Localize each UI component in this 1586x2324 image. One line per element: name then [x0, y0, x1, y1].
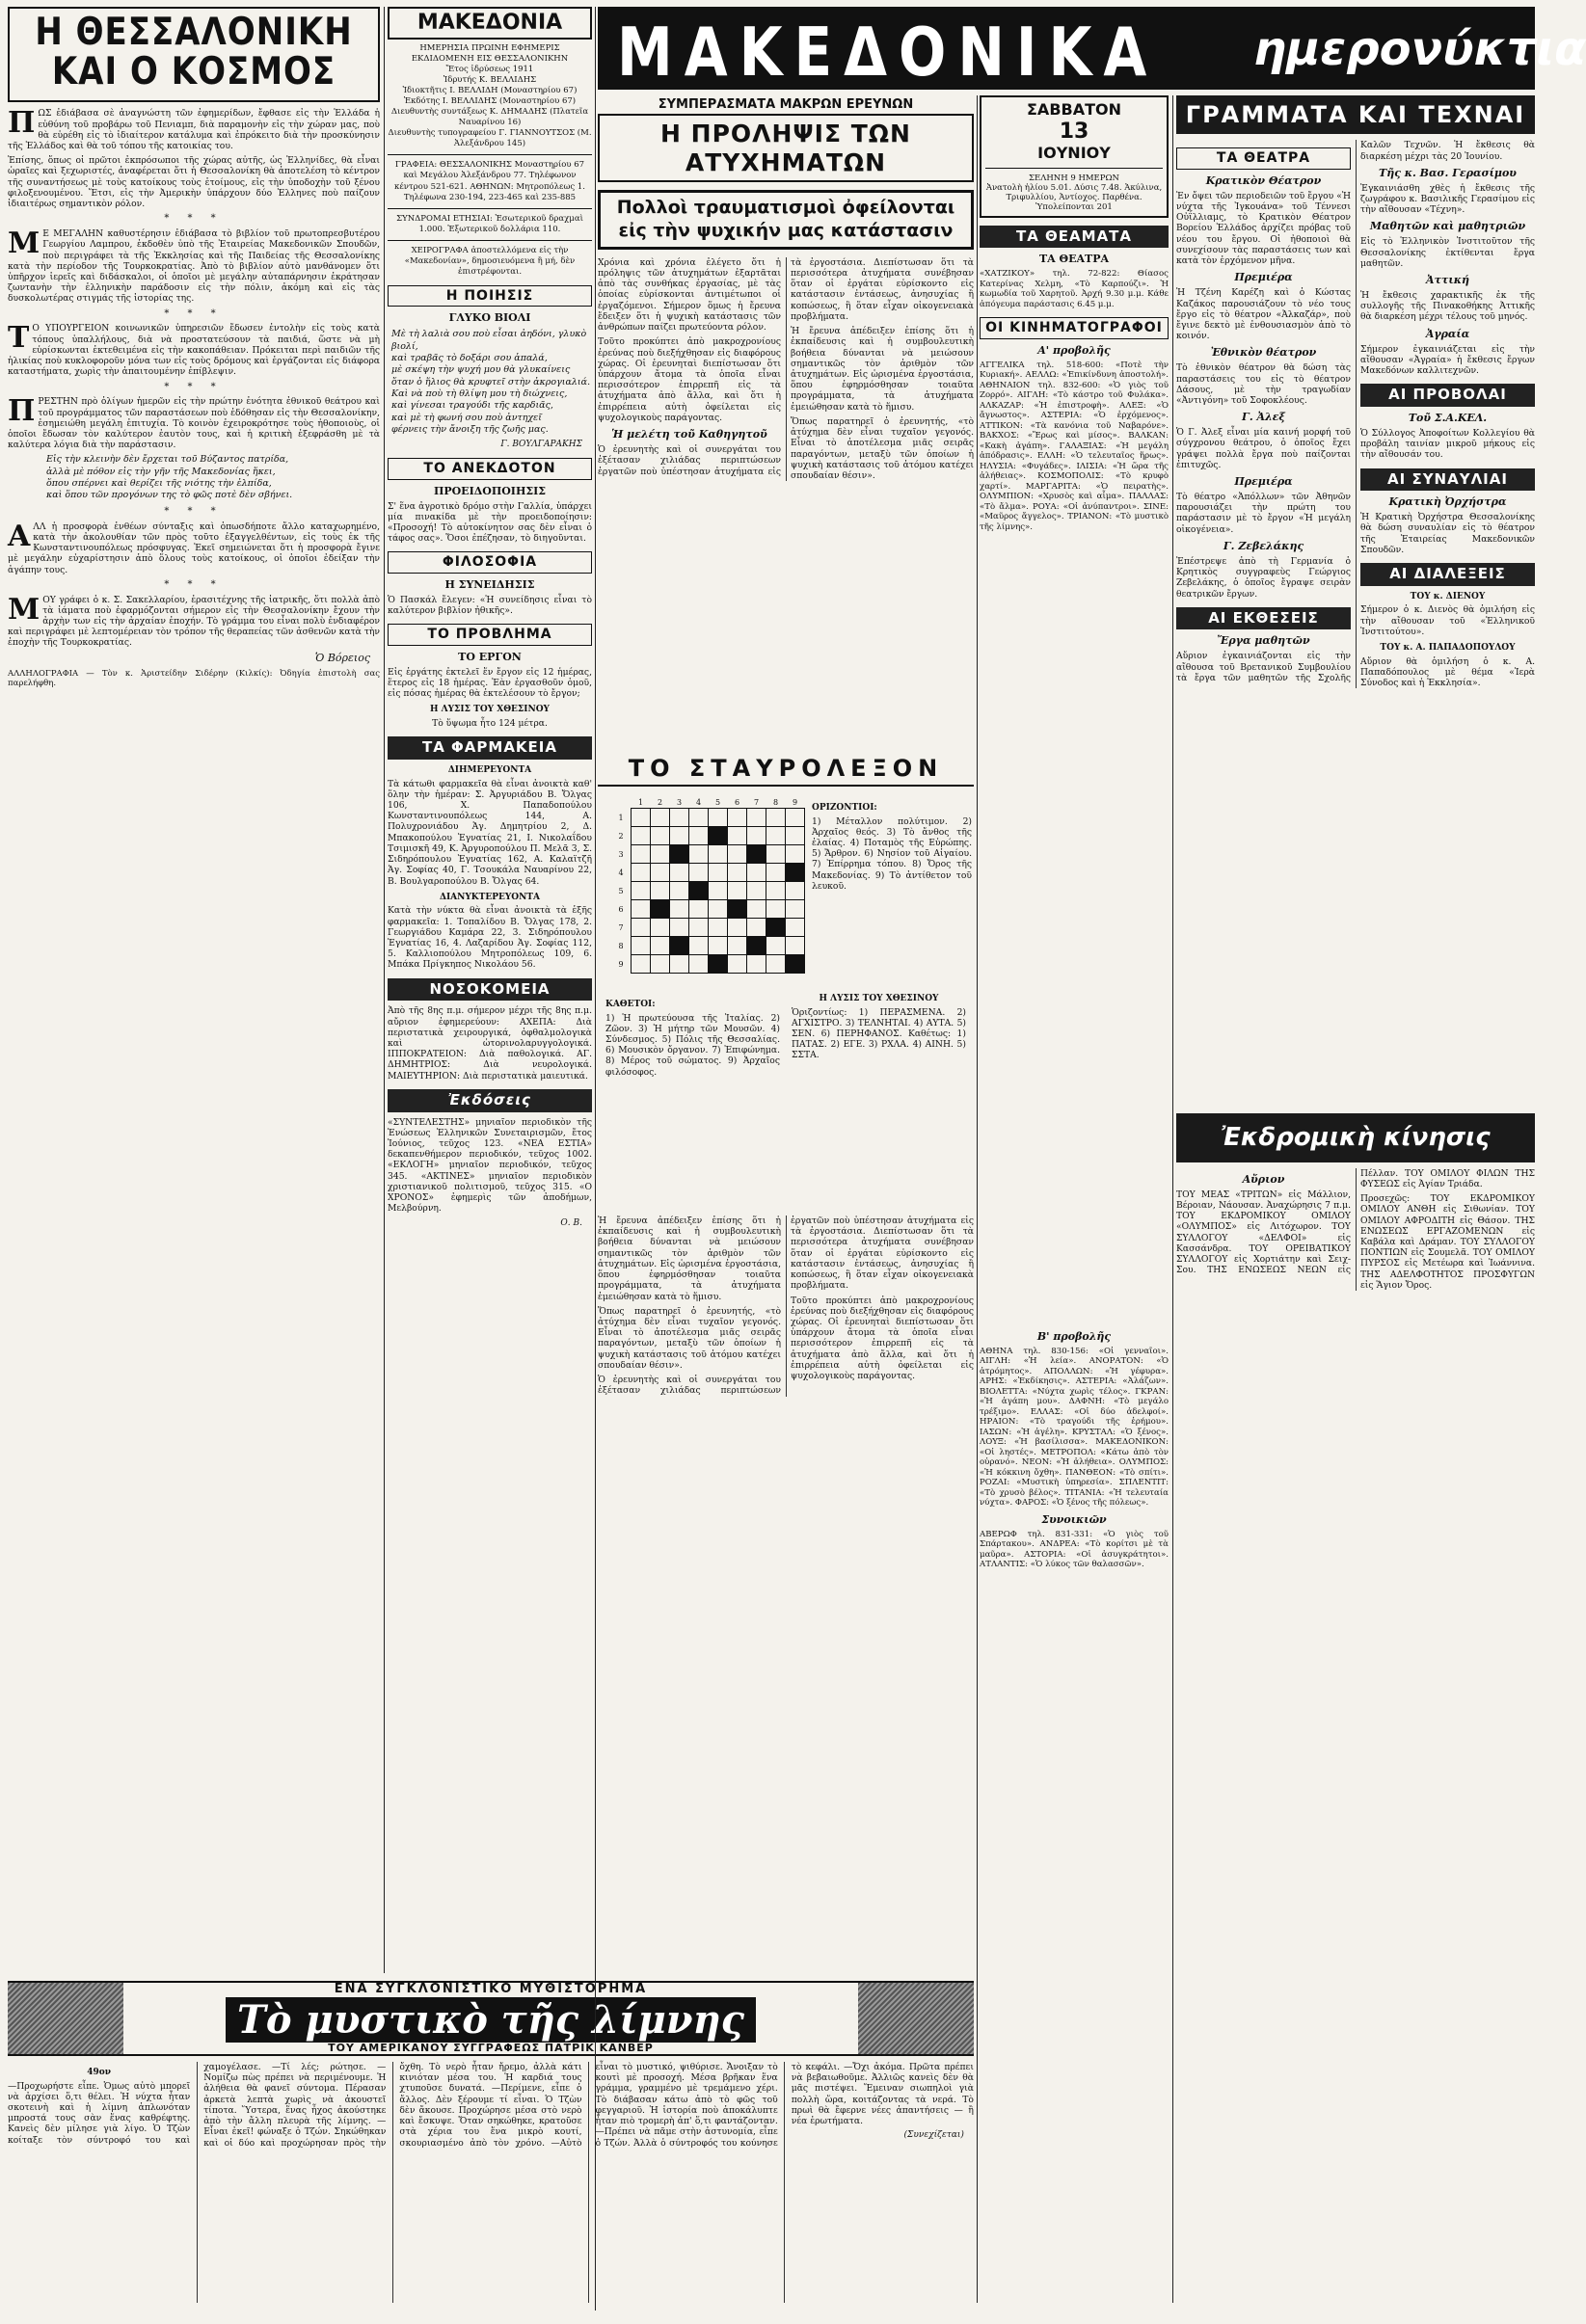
grid-cell	[766, 882, 786, 900]
grid-cell	[689, 864, 709, 882]
hospitals-text: Ἀπὸ τῆς 8ης π.μ. σήμερον μέχρι τῆς 8ης π.μ. αὔριον ἐφημερεύουν: ΑΧΕΠΑ: Διὰ περιστατικὰ χειρουργικά, ὀφθαλμολογικὰ καὶ ὠτορινολαρυγγολογικά. ΙΠΠΟΚΡΑΤΕΙΟΝ: Διὰ παθολογικά. ΑΓ. ΔΗΜΗΤΡΙΟΣ: Διὰ νευρολογικά. ΜΑΙΕΥΤΗΡΙΟΝ: Διὰ περιστατικὰ μαιευτικά.	[388, 1005, 592, 1082]
anecdote-title: ΠΡΟΕΙΔΟΠΟΙΗΣΙΣ	[433, 484, 547, 497]
grid-cell	[709, 809, 728, 827]
masthead	[598, 7, 1586, 92]
grid-cell	[728, 809, 747, 827]
grid-cell	[632, 955, 651, 974]
grid-cell	[689, 937, 709, 955]
crossword-vertical-text: 1) Ἡ πρωτεύουσα τῆς Ἰταλίας. 2) Ζῶον. 3) Ἡ μήτηρ τῶν Μουσῶν. 4) Σύνδεσμος. 5) Πόλις τῆς Θεσσαλίας. 6) Μουσικὸν ὄργανον. 7) Ἐπιφώνημα. 8) Μέρος τοῦ σώματος. 9) Ἀρχαῖος φιλόσοφος.	[605, 1012, 780, 1078]
novel-illustration-left	[8, 1983, 123, 2054]
crossword	[598, 755, 974, 1208]
novel-episode: 49ον	[87, 2068, 111, 2077]
arts-subhead: Ἔργα μαθητῶν	[1217, 634, 1310, 648]
accidents-kicker: ΣΥΜΠΕΡΑΣΜΑΤΑ ΜΑΚΡΩΝ ΕΡΕΥΝΩΝ	[658, 97, 914, 112]
grid-cell	[670, 882, 689, 900]
grid-column-number: 7	[753, 798, 760, 807]
grid-block-cell	[786, 864, 805, 882]
grid-cell	[670, 827, 689, 845]
grid-cell	[709, 919, 728, 937]
grid-row-number: 8	[618, 941, 624, 950]
crossword-horizontal-label: ΟΡΙΖΟΝΤΙΟΙ:	[812, 803, 877, 813]
accidents-deck: Πολλοὶ τραυματισμοὶ ὀφείλονται εἰς τὴν ψυχικήν μας κατάστασιν	[616, 197, 955, 242]
arts-paragraph: Ἡ Κρατικὴ Ὀρχήστρα Θεσσαλονίκης θὰ δώση συναυλίαν εἰς τὸ θέατρον τῆς Ἑταιρείας Μακεδονικῶν Σπουδῶν.	[1360, 512, 1535, 555]
grid-row-number: 7	[618, 922, 624, 932]
grid-row-number: 5	[618, 886, 624, 895]
accidents-body	[598, 257, 974, 481]
column-spectacles-b	[980, 1325, 1169, 2305]
arts-subhead: Μαθητῶν καὶ μαθητριῶν	[1369, 220, 1526, 233]
grid-cell	[747, 827, 766, 845]
grid-cell	[651, 882, 670, 900]
accidents-paragraph: Ἡ ἔρευνα ἀπέδειξεν ἐπίσης ὅτι ἡ ἐκπαίδευσις καὶ ἡ συμβουλευτικὴ βοήθεια δύνανται νὰ μειώσουν σημαντικῶς τὸν ἀριθμὸν τῶν ἀτυχημάτων. Εἰς ὡρισμένα ἐργοστάσια, ὅπου ἐφηρμόσθησαν τοιαῦτα προγράμματα, τὰ ἀτυχήματα ἐμειώθησαν κατὰ τὸ ἥμισυ.	[791, 326, 974, 413]
hospitals-section: ΝΟΣΟΚΟΜΕΙΑ	[388, 978, 592, 1002]
arts-subhead: Τῆς κ. Βασ. Γερασίμου	[1379, 166, 1517, 179]
continuation-body	[598, 1215, 974, 1397]
novel-illustration-right	[858, 1983, 974, 2054]
publications-section: Ἐκδόσεις	[388, 1089, 592, 1112]
grid-cell	[786, 900, 805, 919]
grid-cell	[651, 809, 670, 827]
grid-block-cell	[670, 845, 689, 864]
masthead-subtitle: ημερονύκτια	[1253, 22, 1586, 76]
serial-novel	[8, 1981, 974, 2309]
accidents-paragraph: Χρόνια καὶ χρόνια ἐλέγετο ὅτι ἡ πρόληψις τῶν ἀτυχημάτων ἐξαρτᾶται ἀπὸ τὰς συνθήκας ἐργασίας, μὲ τὰς ὁποίας εὑρίσκονται ἀντιμέτωποι οἱ ἐργαζόμενοι. Σήμερον ὅμως ἡ ἔρευνα ἔδειξεν ὅτι ἡ ψυχικὴ κατάστασις τῶν ἀνθρώπων παίζει πρωτεύοντα ρόλον.	[598, 256, 781, 334]
masthead-title: ΜΑΚΕΔΟΝΙΚΑ	[617, 13, 1159, 92]
grid-cell	[709, 845, 728, 864]
grid-cell	[766, 864, 786, 882]
novel-body	[8, 2062, 974, 2303]
date-day: 13	[1059, 119, 1089, 144]
thessaloniki-title-box	[8, 7, 380, 102]
publications-text: «ΣΥΝΤΕΛΕΣΤΗΣ» μηνιαῖον περιοδικὸν τῆς Ἑνώσεως Ἑλληνικῶν Συνεταιρισμῶν, ἔτος Ἰούνιος, τεῦχος 123. «ΝΕΑ ΕΣΤΙΑ» δεκαπενθήμερον περιοδικόν, τεῦχος 1002. «ΕΚΛΟΓΗ» μηνιαῖον περιοδικόν, τεῦχος 345. «ΑΚΤΙΝΕΣ» μηνιαῖον περιοδικὸν χριστιανικοῦ πολιτισμοῦ, τεῦχος 315. «Ο ΧΡΟΝΟΣ» ἐφημερὶς τῶν ἀποδήμων, Μελβούρνη.	[388, 1116, 592, 1215]
grid-cell	[766, 845, 786, 864]
imprint-line: ΗΜΕΡΗΣΙΑ ΠΡΩΙΝΗ ΕΦΗΜΕΡΙΣ ΕΚΔΙΔΟΜΕΝΗ ΕΙΣ ΘΕΣΣΑΛΟΝΙΚΗΝ	[411, 42, 569, 64]
novel-author: ΤΟΥ ΑΜΕΡΙΚΑΝΟΥ ΣΥΓΓΡΑΦΕΩΣ ΠΑΤΡΙΚ ΚΑΝΒΕΡ	[328, 2041, 654, 2054]
grid-cell	[766, 900, 786, 919]
grid-block-cell	[747, 845, 766, 864]
theatres-text: «ΧΑΤΖΙΚΟΥ» τηλ. 72-822: Θίασος Κατερίνας Χελμη, «Τὸ Καρπούζι». Ἡ κωμωδία τοῦ Χαρητοῦ. Ἀρχή 9.30 μ.μ. Κάθε ἀπόγευμα παράστασις 6.45 μ.μ.	[980, 269, 1169, 309]
grid-cell	[786, 919, 805, 937]
arts-paragraph: Σήμερον ἐγκαινιάζεται εἰς τὴν αἴθουσαν «Ἀγραία» ἡ ἔκθεσις ἔργων Μακεδόνων καλλιτεχνῶν.	[1360, 343, 1535, 377]
grid-block-cell	[689, 882, 709, 900]
grid-cell	[747, 955, 766, 974]
arts-paragraph: Ἡ ἔκθεσις χαρακτικῆς ἐκ τῆς συλλογῆς τῆς Πινακοθήκης Ἀττικῆς θὰ διαρκέση μέχρι τέλους τοῦ μηνός.	[1360, 289, 1535, 323]
grid-cell	[747, 809, 766, 827]
thessaloniki-poem: Εἰς τὴν κλεινὴν δὲν ἔρχεται τοῦ Βύζαντος πατρίδα, ἀλλὰ μὲ πόθον εἰς τὴν γῆν τῆς Μακεδονίας ἥκει, ὅπου σπέρνει καὶ θερίζει τῆς νιότης τὴν ἐλπίδα, καὶ ὅπου τῶν προγόνων της τὸ φῶς ποτὲ δὲν σβήνει.	[46, 454, 293, 501]
thessaloniki-footnote: ΑΛΛΗΛΟΓΡΑΦΙΑ — Τὸν κ. Ἀριστείδην Σιδέρην (Κιλκίς): Ὀδηγία ἐπιστολὴ σας παρελήφθη.	[8, 668, 380, 688]
date-sun: Ἀνατολὴ ἡλίου 5.01. Δύσις 7.48. Ἀκύλινα, Τριφυλλίου, Ἀντίοχος. Παρθένα. Ὑπολείπονται 201	[985, 182, 1163, 212]
projections-section: ΑΙ ΠΡΟΒΟΛΑΙ	[1360, 384, 1535, 407]
arts-subhead: Πρεμιέρα	[1234, 271, 1293, 284]
grid-cell	[651, 845, 670, 864]
grid-cell	[689, 845, 709, 864]
crossword-table	[611, 797, 805, 974]
grid-cell	[766, 955, 786, 974]
grid-cell	[670, 864, 689, 882]
grid-cell	[786, 882, 805, 900]
grid-block-cell	[766, 919, 786, 937]
divider	[388, 208, 592, 209]
continuation-paragraph: Ὁ ἐρευνητὴς καὶ οἱ συνεργάται του ἐξέτασαν χιλιάδας περιπτώσεων ἐργατῶν ποὺ ὑπέστησαν ἀτυχήματα εἰς τὰ ἐργοστάσια. Διεπίστωσαν ὅτι τὰ περισσότερα ἀτυχήματα συνέβησαν ὅταν οἱ ἐργάται εὑρίσκοντο εἰς κατάστασιν ἐντάσεως, ἀνησυχίας ἢ κοπώσεως, ἢ ὅταν εἶχαν οἰκογενειακὰ προβλήματα.	[598, 1215, 974, 1397]
accidents-deck-box	[598, 190, 974, 250]
divider	[388, 154, 592, 155]
concerts-section: ΑΙ ΣΥΝΑΥΛΙΑΙ	[1360, 468, 1535, 492]
grid-cell	[747, 882, 766, 900]
arts-paragraph: Αὔριον ἐγκαινιάζονται εἰς τὴν αἴθουσα τοῦ Βρετανικοῦ Συμβουλίου τὰ ἔργα τῶν μαθητῶν τῆς Σχολῆς Καλῶν Τεχνῶν. Ἡ ἔκθεσις θὰ διαρκέση μέχρι τὰς 20 Ἰουνίου.	[1176, 140, 1535, 683]
arts-subhead: Πρεμιέρα	[1234, 475, 1293, 489]
paper-logo: ΜΑΚΕΔΟΝΙΑ	[388, 7, 592, 40]
grid-cell	[709, 900, 728, 919]
cinemas-b-text: ΑΘΗΝΑ τηλ. 830-156: «Οἱ γενναῖοι». ΑΙΓΛΗ: «Ἡ λεία». ΑΝΟΡΑΤΟΝ: «Ὁ ἀτρόμητος». ΑΠΟΛΛΩΝ: «Ἡ γέφυρα». ΑΡΗΣ: «Ἐκδίκησις». ΑΣΤΕΡΙΑ: «Ἀλάζων». ΒΙΟΛΕΤΤΑ: «Νύχτα χωρὶς τέλος». ΓΚΡΑΝ: «Ἡ ἀγάπη μου». ΔΑΦΝΗ: «Τὸ μεγάλο τρέξιμο». ΕΛΛΑΣ: «Οἱ δύο ἀδελφοί». ΗΡΑΙΟΝ: «Τὸ τραγούδι τῆς ἐρήμου». ΙΑΣΩΝ: «Ἡ ἀγέλη». ΚΡΥΣΤΑΛ: «Ὁ ξένος». ΛΟΥΞ: «Ἡ βασίλισσα». ΜΑΚΕΔΟΝΙΚΟΝ: «Οἱ ληστές». ΜΕΤΡΟΠΟΛ: «Κάτω ἀπὸ τὸν οὐρανό». ΝΕΟΝ: «Ἡ ἀλήθεια». ΟΛΥΜΠΟΣ: «Ἡ κόκκινη ὄχθη». ΠΑΝΘΕΟΝ: «Τὸ σπίτι». ΡΟΖΑΙ: «Μυστικὴ ὑπηρεσία». ΣΠΛΕΝΤΙΤ: «Τὸ χρυσὸ βέλος». ΤΙΤΑΝΙΑ: «Ἡ τελευταία νύχτα». ΦΑΡΟΣ: «Ὁ ξένος τῆς πόλεως».	[980, 1346, 1169, 1509]
date-box	[980, 95, 1169, 218]
column-rule	[384, 7, 385, 1973]
grid-column-number: 9	[792, 798, 798, 807]
crossword-grid	[611, 797, 805, 974]
imprint-line: Ἱδρυτής Κ. ΒΕΛΛΙΔΗΣ	[443, 75, 537, 86]
crossword-solution-text: Ὁριζοντίως: 1) ΠΕΡΑΣΜΕΝΑ. 2) ΑΓΧΙΣΤΡΟ. 3) ΤΕΛΝΗΤΑΙ. 4) ΑΥΤΑ. 5) ΣΕΝ. 6) ΠΕΡΗΦΑΝΟΣ. Καθέτως: 1) ΠΑΤΑΣ. 2) ΕΓΕ. 3) ΡΧΛΑ. 4) ΑΙΝΗ. 5) ΣΣΤΑ.	[792, 1006, 966, 1061]
arts-subhead: ΤΟΥ κ. Α. ΠΑΠΑΔΟΠΟΥΛΟΥ	[1380, 643, 1516, 654]
grid-column-number: 1	[637, 798, 644, 807]
excursions-intro: Αὔριον	[1242, 1172, 1285, 1186]
grid-cell	[632, 919, 651, 937]
grid-cell	[632, 900, 651, 919]
arts-subhead: Κρατικὸν Θέατρον	[1205, 174, 1322, 187]
grid-cell	[786, 845, 805, 864]
separator-stars: * * *	[164, 505, 224, 517]
arts-subhead: ΤΟΥ κ. ΔΙΕΝΟΥ	[1410, 591, 1486, 601]
arts-title: ΓΡΑΜΜΑΤΑ ΚΑΙ ΤΕΧΝΑΙ	[1176, 95, 1535, 134]
column-imprint	[388, 7, 592, 1973]
grid-cell	[786, 809, 805, 827]
thessaloniki-paragraph-5: ΠΡΕΣΤΗΝ πρὸ ὀλίγων ἡμερῶν εἰς τὴν πρώτην ἐνότητα ἐθνικοῦ θεάτρου καὶ τοῦ προγράμματος τῶν παραστάσεων ποὺ ἐδόθησαν εἰς τὴν Θεσσαλονίκην, ἐσημειώθη μεγάλη ἐπιτυχία. Τὸ κοινὸν ἐχειροκρότησε τοὺς ἠθοποιοὺς, οἱ ὁποῖοι ἔδωσαν τὸν καλύτερον ἑαυτὸν τους, καὶ ἡ κριτικὴ ἐξεφράσθη μὲ τὰ καλύτερα λόγια διὰ τὴν παράστασιν.	[8, 394, 380, 451]
newspaper-page	[8, 7, 1586, 2311]
grid-cell	[747, 919, 766, 937]
arts-paragraph: Ἡ Τζένη Καρέζη καὶ ὁ Κώστας Καζάκος παρουσιάζουν τὸ νέο τους ἔργο εἰς τὸ θέατρον «Ἀλκαζάρ», ποὺ ἔγινε δεκτὸ μὲ ἐνθουσιασμὸν ἀπὸ τὸ κοινόν.	[1176, 287, 1351, 342]
thessaloniki-title: Η ΘΕΣΣΑΛΟΝΙΚΗ ΚΑΙ Ο ΚΟΣΜΟΣ	[35, 10, 353, 94]
grid-row-number: 9	[618, 959, 624, 969]
pharmacies-day-text: Τὰ κάτωθι φαρμακεῖα θὰ εἶναι ἀνοικτὰ καθ' ὅλην τὴν ἡμέραν: Σ. Ἀργυριάδου Β. Ὄλγας 106, Χ. Παπαδοπούλου Κωνσταντινουπόλεως 144, Α. Πολυχρονιάδου Ἁγ. Δημητρίου 2, Δ. Μπακοπούλου Ἐγνατίας 21, Ι. Νικολαΐδου Τσιμισκῆ 49, Κ. Ἀργυροπούλου Π. Μελᾶ 3, Σ. Σιδηρόπουλου Ἐγνατίας 162, Α. Καλαϊτζῆ Ἁγ. Σοφίας 40, Γ. Τσουκάλα Ναυαρίνου 22, Β. Βουλγαροπούλου Β. Ὄλγας 64.	[388, 778, 592, 887]
arts-body	[1176, 140, 1535, 688]
accidents-title: Η ΠΡΟΛΗΨΙΣ ΤΩΝ ΑΤΥΧΗΜΑΤΩΝ	[598, 114, 974, 182]
imprint-line: ΓΡΑΦΕΙΑ: ΘΕΣΣΑΛΟΝΙΚΗΣ Μοναστηρίου 67 καὶ Μεγάλου Ἀλεξάνδρου 77. Τηλέφωνον κέντρου 521-621. ΑΘΗΝΩΝ: Μητροπόλεως 1. Τηλέφωνα 230-194, 223-465 καὶ 235-885	[394, 160, 585, 202]
column-spectacles	[980, 95, 1169, 1320]
arts-paragraph: Αὔριον θὰ ὁμιλήση ὁ κ. Α. Παπαδόπουλος μὲ θέμα «Ἱερὰ Σύνοδος καὶ ἡ Ἐκκλησία».	[1360, 655, 1535, 689]
arts-subhead: Ἀττική	[1426, 274, 1469, 286]
grid-cell	[670, 900, 689, 919]
separator-stars: * * *	[164, 381, 224, 392]
excursions-title: Ἐκδρομικὴ κίνησις	[1176, 1113, 1535, 1162]
grid-block-cell	[651, 900, 670, 919]
theatres-label: ΤΑ ΘΕΑΤΡΑ	[1038, 253, 1110, 266]
continuation-paragraph: Τοῦτο προκύπτει ἀπὸ μακροχρονίους ἐρεύνας ποὺ διεξήχθησαν εἰς διαφόρους χώρας. Οἱ ἐρευνηταὶ διεπίστωσαν ὅτι ὑπάρχουν ἄτομα τὰ ὁποῖα εἶναι περισσότερον ἐπιρρεπῆ εἰς τὰ ἀτυχήματα ἀπὸ ἄλλα, καὶ ὅτι ἡ ἐπιρρέπεια αὐτὴ ὀφείλεται εἰς ψυχολογικοὺς παράγοντας.	[791, 1295, 974, 1382]
crossword-solution-label: Η ΛΥΣΙΣ ΤΟΥ ΧΘΕΣΙΝΟΥ	[819, 994, 939, 1003]
publications-signature: Ο. Β.	[560, 1217, 582, 1228]
grid-column-number: 4	[695, 798, 702, 807]
column-arts	[1176, 95, 1535, 1108]
crossword-vertical-label: ΚΑΘΕΤΟΙ:	[605, 1000, 656, 1009]
grid-row-number: 4	[618, 868, 624, 877]
arts-paragraph: Ὁ Σύλλογος Ἀποφοίτων Κολλεγίου θὰ προβάλη ταινίαν μικροῦ μήκους εἰς τὴν αἴθουσάν του.	[1360, 427, 1535, 461]
continuation-paragraph: Ἡ ἔρευνα ἀπέδειξεν ἐπίσης ὅτι ἡ ἐκπαίδευσις καὶ ἡ συμβουλευτικὴ βοήθεια δύνανται νὰ μειώσουν σημαντικῶς τὸν ἀριθμὸν τῶν ἀτυχημάτων. Εἰς ὡρισμένα ἐργοστάσια, ὅπου ἐφηρμόσθησαν τοιαῦτα προγράμματα, τὰ ἀτυχήματα ἐμειώθησαν κατὰ τὸ ἥμισυ.	[598, 1215, 781, 1302]
anecdote-text: Σ' ἕνα ἀγροτικὸ δρόμο στὴν Γαλλία, ὑπάρχει μία πινακίδα μὲ τὴν προειδοποίησιν: «Προσοχή! Τὸ αὐτοκίνητον σας δὲν εἶναι ὁ τάφος σας». Ὅσοι ἐπέζησαν, τὸ διηγοῦνται.	[388, 500, 592, 545]
grid-row-number: 3	[618, 849, 624, 859]
novel-title: Τὸ μυστικὸ τῆς λίμνης	[226, 1997, 756, 2043]
grid-block-cell	[709, 955, 728, 974]
grid-cell	[670, 809, 689, 827]
problem-title: ΤΟ ΕΡΓΟΝ	[458, 650, 522, 663]
grid-column-number: 8	[772, 798, 779, 807]
grid-cell	[689, 919, 709, 937]
thessaloniki-paragraph-7: ΜΟΥ γράφει ὁ κ. Σ. Σακελλαρίου, ἐρασιτέχνης τῆς ἰατρικῆς, ὅτι πολλὰ ἀπὸ τὰ ἰάματα ποὺ ἐφαρμόζονται σήμερον εἰς τὴν Θεσσαλονίκην ἔχουν τὴν ἀρχὴν των εἰς τὴν ἀρχαίαν ἐποχήν. Τὸ γράμμα του εἶναι πολὺ ἐνδιαφέρον καὶ περιγράφει μὲ λεπτομέρειαν τὸν τρόπον τῆς θεραπείας τῶν ἀσθενῶν κατὰ τὴν ἐποχὴν τῆς Τουρκοκρατίας.	[8, 592, 380, 649]
pharmacies-night-text: Κατὰ τὴν νύκτα θὰ εἶναι ἀνοικτὰ τὰ ἑξῆς φαρμακεῖα: 1. Τοπαλίδου Β. Ὄλγας 178, 2. Γεωργιάδου Καμάρα 22, 3. Σιδηρόπουλου Ἐγνατίας 16, 4. Λαζαρίδου Ἁγ. Σοφίας 112, 5. Καλλιοπούλου Μητροπόλεως 109, 6. Μπάκα Πρίγκηπος Νικολάου 56.	[388, 905, 592, 971]
continuation-paragraph: Ὅπως παρατηρεῖ ὁ ἐρευνητής, «τὸ ἀτύχημα δὲν εἶναι τυχαῖον γεγονός. Εἶναι τὸ ἀποτέλεσμα μιᾶς σειρᾶς παραγόντων, μεταξὺ τῶν ὁποίων ἡ ψυχικὴ κατάστασις τοῦ ἀτόμου κατέχει σπουδαίαν θέσιν».	[598, 1305, 781, 1371]
philosophy-text: Ὁ Πασκάλ ἔλεγεν: «Ἡ συνείδησις εἶναι τὸ καλύτερον βιβλίον ἠθικῆς».	[388, 594, 592, 617]
cinemas-section: ΟΙ ΚΙΝΗΜΑΤΟΓΡΑΦΟΙ	[980, 317, 1169, 339]
grid-corner	[611, 797, 632, 809]
imprint-line: ΣΥΝΔΡΟΜΑΙ ΕΤΗΣΙΑΙ: Ἐσωτερικοῦ δραχμαὶ 1.000. Ἐξωτερικοῦ δολλάρια 110.	[396, 213, 583, 234]
accidents-subhead: Ἡ μελέτη τοῦ Καθηγητοῦ	[611, 428, 767, 441]
grid-column-number: 6	[734, 798, 740, 807]
separator-stars: * * *	[164, 578, 224, 590]
grid-cell	[632, 827, 651, 845]
grid-cell	[747, 864, 766, 882]
poetry-section: Η ΠΟΙΗΣΙΣ	[388, 285, 592, 307]
grid-cell	[632, 864, 651, 882]
grid-column-number: 5	[714, 798, 721, 807]
pharmacies-section: ΤΑ ΦΑΡΜΑΚΕΙΑ	[388, 736, 592, 760]
arts-subhead: Κρατικὴ Ὀρχήστρα	[1388, 495, 1507, 509]
grid-cell	[651, 827, 670, 845]
accidents-paragraph: Τοῦτο προκύπτει ἀπὸ μακροχρονίους ἐρεύνας ποὺ διεξήχθησαν εἰς διαφόρους χώρας. Οἱ ἐρευνηταὶ διεπίστωσαν ὅτι ὑπάρχουν ἄτομα τὰ ὁποῖα εἶναι περισσότερον ἐπιρρεπῆ εἰς τὰ ἀτυχήματα ἀπὸ ἄλλα, καὶ ὅτι ἡ ἐπιρρέπεια αὐτὴ ὀφείλεται εἰς ψυχολογικοὺς παράγοντας.	[598, 336, 781, 423]
grid-cell	[766, 827, 786, 845]
imprint-line: Διευθυντὴς συντάξεως Κ. ΔΗΜΑΔΗΣ (Πλατεῖα Ναυαρίνου 16)	[390, 107, 589, 128]
novel-continued: (Συνεχίζεται)	[903, 2130, 964, 2141]
date-moon: ΣΕΛΗΝΗ 9 ΗΜΕΡΩΝ	[1029, 173, 1119, 183]
grid-cell	[728, 882, 747, 900]
anecdote-section: ΤΟ ΑΝΕΚΔΟΤΟΝ	[388, 458, 592, 480]
crossword-clues-horizontal	[812, 797, 972, 895]
novel-title-block	[123, 1982, 858, 2054]
grid-cell	[670, 955, 689, 974]
grid-cell	[632, 882, 651, 900]
column-excursions	[1176, 1113, 1535, 2299]
problem-section: ΤΟ ΠΡΟΒΛΗΜΑ	[388, 624, 592, 646]
grid-cell	[728, 919, 747, 937]
exhibitions-section: ΑΙ ΕΚΘΕΣΕΙΣ	[1176, 607, 1351, 630]
arts-paragraph: Ἐν ὄψει τῶν περιοδειῶν τοῦ ἔργου «Ἡ νύχτα τῆς Ἰγκουάνα» τοῦ Τέννεσι Οὐΐλλιαμς, τὸ Κρατικὸν Θέατρον Βορείου Ἑλλάδος ἀρχίζει πρόβας τοῦ νέου του ἔργου. Οἱ ἠθοποιοὶ θὰ συνεχίσουν τὰς παραστάσεις των καὶ κατὰ τὸν ἐρχόμενον μῆνα.	[1176, 190, 1351, 267]
accidents-paragraph: Ὁ ἐρευνητὴς καὶ οἱ συνεργάται του ἐξέτασαν χιλιάδας περιπτώσεων ἐργατῶν ποὺ ὑπέστησαν ἀτυχήματα εἰς τὰ ἐργοστάσια. Διεπίστωσαν ὅτι τὰ περισσότερα ἀτυχήματα συνέβησαν ὅταν οἱ ἐργάται εὑρίσκοντο εἰς κατάστασιν ἐντάσεως, ἀνησυχίας ἢ κοπώσεως, ἢ ὅταν εἶχαν οἰκογενειακὰ προβλήματα.	[598, 256, 974, 477]
grid-cell	[766, 809, 786, 827]
grid-row-number: 6	[618, 904, 624, 914]
divider	[388, 240, 592, 241]
lectures-section: ΑΙ ΔΙΑΛΕΞΕΙΣ	[1360, 563, 1535, 586]
pharmacies-day-label: ΔΙΗΜΕΡΕΥΟΝΤΑ	[447, 764, 532, 775]
grid-cell	[632, 845, 651, 864]
imprint-line: Ἰδιοκτῆτις Ι. ΒΕΛΛΙΔΗ (Μοναστηρίου 67)	[402, 86, 578, 96]
divider	[985, 168, 1163, 169]
grid-column-number: 2	[657, 798, 663, 807]
grid-row-number: 2	[618, 831, 624, 841]
arts-theatres-section: ΤΑ ΘΕΑΤΡΑ	[1176, 147, 1351, 170]
grid-cell	[728, 955, 747, 974]
philosophy-section: ΦΙΛΟΣΟΦΙΑ	[388, 551, 592, 574]
arts-paragraph: Τὸ θέατρο «Ἀπόλλων» τῶν Ἀθηνῶν παρουσιάζει τὴν πρώτη του παράστασιν μὲ τὸ ἔργον «Ἡ μεγάλη οἰκογένεια».	[1176, 492, 1351, 535]
poetry-title: ΓΛΥΚΟ ΒΙΟΛΙ	[448, 311, 531, 325]
excursions-text: ΤΟΥ ΜΕΑΣ «ΤΡΙΤΩΝ» εἰς Μάλλιον, Βέροιαν, Νάουσαν. Ἀναχώρησις 7 π.μ. ΤΟΥ ΕΚΔΡΟΜΙΚΟΥ ΟΜΙΛΟΥ «ΟΛΥΜΠΟΣ» εἰς Λιτόχωρον. ΤΟΥ ΣΥΛΛΟΓΟΥ «ΔΕΛΦΟΙ» εἰς Κασσάνδρα. ΤΟΥ ΟΡΕΙΒΑΤΙΚΟΥ ΣΥΛΛΟΓΟΥ εἰς Χορτιάτην καὶ Σειχ-Σου. ΤΗΣ ΕΝΩΣΕΩΣ ΝΕΩΝ εἰς Πέλλαν. ΤΟΥ ΟΜΙΛΟΥ ΦΙΛΩΝ ΤΗΣ ΦΥΣΕΩΣ εἰς Ἀγίαν Τριάδα.	[1176, 1167, 1535, 1276]
thessaloniki-signature: Ὁ Βόρειος	[314, 651, 370, 664]
arts-paragraph: Ὁ Γ. Ἀλεξ εἶναι μία καινή μορφή τοῦ σύγχρονου θεάτρου, ὁ ὁποῖος ἔχει γράψει πολλὰ ἔργα ποὺ παίζονται ἐπιτυχῶς.	[1176, 427, 1351, 470]
grid-cell	[651, 955, 670, 974]
grid-cell	[689, 827, 709, 845]
arts-paragraph: Εἰς τὸ Ἑλληνικὸν Ἰνστιτοῦτον τῆς Θεσσαλονίκης ἐκτίθενται ἔργα μαθητῶν.	[1360, 236, 1535, 269]
grid-block-cell	[709, 827, 728, 845]
crossword-clues-vertical	[605, 994, 966, 1078]
imprint-line: Ἔτος ἱδρύσεως 1911	[445, 65, 534, 75]
grid-cell	[786, 827, 805, 845]
grid-block-cell	[728, 900, 747, 919]
arts-subhead: Γ. Ἀλεξ	[1242, 411, 1285, 424]
arts-subhead: Γ. Ζεβελάκης	[1223, 539, 1304, 552]
novel-banner	[8, 1981, 974, 2056]
grid-block-cell	[670, 937, 689, 955]
grid-column-number: 3	[676, 798, 683, 807]
cinemas-b-label: Β' προβολῆς	[1036, 1330, 1112, 1343]
separator-stars: * * *	[164, 307, 224, 319]
column-accidents	[598, 95, 974, 747]
thessaloniki-paragraph-4: ΤΟ ΥΠΟΥΡΓΕΙΟΝ κοινωνικῶν ὑπηρεσιῶν ἔδωσεν ἐντολὴν εἰς τοὺς κατὰ τόπους ὑπαλλήλους, διὰ νὰ προστατεύσουν τὰ παιδιά, ὥστε νὰ μὴ εὑρίσκωνται ἐκτεθειμένα εἰς τὴν κακοπάθειαν. Πρόκειται περὶ παιδιῶν τῆς ἡλικίας ποὺ κυκλοφοροῦν μόνα των εἰς τοὺς δρόμους καὶ ἐργάζονται εἰς διάφορα καταστήματα, χωρὶς τὴν ἀπαιτουμένην ἐπίβλεψιν.	[8, 321, 380, 378]
cinemas-a-label: Α' προβολῆς	[1037, 343, 1111, 357]
novel-kicker: ΕΝΑ ΣΥΓΚΛΟΝΙΣΤΙΚΟ ΜΥΘΙΣΤΟΡΗΜΑ	[334, 1982, 648, 1997]
column-rule	[595, 7, 596, 2311]
excursions-text-2: Προσεχῶς: ΤΟΥ ΕΚΔΡΟΜΙΚΟΥ ΟΜΙΛΟΥ ΑΝΘΗ εἰς Σιθωνίαν. ΤΟΥ ΟΜΙΛΟΥ ΑΦΡΟΔΙΤΗ εἰς Θάσον. ΤΗΣ ΕΝΩΣΕΩΣ ΕΡΓΑΖΟΜΕΝΩΝ εἰς Καβάλα καὶ Δράμαν. ΤΟΥ ΣΥΛΛΟΓΟΥ ΠΟΝΤΙΩΝ εἰς Σουμελᾶ. ΤΟΥ ΟΜΙΛΟΥ ΠΥΡΣΟΣ εἰς Μετέωρα καὶ Ἰωάννινα. ΤΗΣ ΑΔΕΛΦΟΤΗΤΟΣ ΠΡΟΣΦΥΓΩΝ εἰς Ἅγιον Ὄρος.	[1360, 1193, 1535, 1291]
arts-subhead: Ἀγραία	[1425, 327, 1470, 340]
arts-subhead: Ἐθνικὸν θέατρον	[1210, 346, 1317, 360]
arts-paragraph: Ἐπέστρεψε ἀπὸ τὴ Γερμανία ὁ Κρητικὸς συγγραφεὺς Γεώργιος Ζεβελάκης, ὁ ὁποῖος ἔγραψε σειρὰν θεατρικῶν ἔργων.	[1176, 555, 1351, 600]
thessaloniki-paragraph-6: ΑΛΛ ἡ προσφορὰ ἐνθέων σύνταξις καὶ ὁπωσδήποτε ἄλλο καταχωρημένο, κατὰ τὴν ἀκολουθίαν τῶν πρὸς τοῦτο ἐξαγγελθέντων, εἰς τοὺς ἐκ τῆς Κωνσταντινουπόλεως πρόσφυγας. Ἐκεῖ σημειώνεται ὅτι ἡ προσφορὰ ἔγινε μὲ μεγάλην εὐχαρίστησιν ἀπὸ ὅλους τοὺς κατοίκους, οἱ ὁποῖοι ἐδείξαν τὴν ἀγάπην τους.	[8, 519, 380, 575]
grid-cell	[728, 864, 747, 882]
grid-cell	[689, 809, 709, 827]
grid-cell	[766, 937, 786, 955]
grid-cell	[747, 900, 766, 919]
grid-cell	[632, 937, 651, 955]
imprint-line: Ἐκδότης Ι. ΒΕΛΛΙΔΗΣ (Μοναστηρίου 67)	[403, 96, 577, 107]
grid-row-number: 1	[618, 813, 624, 822]
crossword-title: ΤΟ ΣΤΑΥΡΟΛΕΞΟΝ	[598, 755, 974, 787]
column-rule	[977, 95, 978, 2303]
grid-cell	[709, 882, 728, 900]
poetry-text: Μὲ τὴ λαλιὰ σου ποὺ εἶσαι ἀηδόνι, γλυκὸ βιολί, καὶ τραβᾶς τὸ δοξάρι σου ἁπαλά, μὲ σκέψη τὴν ψυχή μου θὰ γλυκαίνεις ὅταν ὁ ἥλιος θὰ κρυφτεῖ στὴν ἀκρογιαλιά. Καὶ νὰ ποὺ τὴ θλίψη μου τὴ διώχνεις, καὶ γίνεσαι τραγούδι τῆς καρδιᾶς, καὶ μὲ τὴ φωνή σου ποὺ ἀντηχεῖ φέρνεις τὴν ἄνοιξη τῆς ζωῆς μας.	[391, 329, 591, 436]
grid-cell	[728, 827, 747, 845]
grid-cell	[728, 937, 747, 955]
grid-cell	[728, 845, 747, 864]
cinemas-c-label: Συνοικιῶν	[1041, 1512, 1107, 1526]
grid-cell	[689, 955, 709, 974]
grid-cell	[709, 864, 728, 882]
crossword-horizontal-text: 1) Μέταλλον πολύτιμον. 2) Ἀρχαῖος θεός. 3) Τὸ ἄνθος τῆς ἐλαίας. 4) Ποταμὸς τῆς Εὐρώπης. 5) Ἄρθρον. 6) Νησίον τοῦ Αἰγαίου. 7) Ἐπίρρημα τόπου. 8) Ὄρος τῆς Μακεδονίας. 9) Τὸ ἀντίθετον τοῦ λευκοῦ.	[812, 815, 972, 892]
thessaloniki-paragraph-1: ΠΩΣ ἐδιάβασα σὲ ἀναγνώστη τῶν ἐφημερίδων, ἔφθασε εἰς τὴν Ἑλλάδα ἡ εὐθύνη τοῦ προβάρω τοῦ Πενιαμπ, διὰ παραμονὴν εἰς τὴν χώραν μας, ποὺ θὰ εὑρέθη εἰς τὸ ἰδιαίτερον κατάλυμα καὶ ἐπρόκειτο διὰ τὴν προσκύνησιν τῆς Ἑλλάδος καὶ θὰ τοῦ τόπου τῆς κατοικίας του.	[8, 106, 380, 152]
thessaloniki-paragraph-2: Ἐπίσης, ὅπως οἱ πρῶτοι ἐκπρόσωποι τῆς χώρας αὐτῆς, ὡς Ἑλληνίδες, θὰ εἶναι ὡραῖες καὶ ξεχωριστές, ἀναφέρεται ὅτι ἡ Θεσσαλονίκη θὰ ἀποτελέση τὸ κέντρον τῆς συναντήσεως μὲ τοὺς κατοίκους τοὺς ἑτοίμους, εἰς τὴν ὑποδοχὴν τοῦ ξένου φιλοξενουμένου. Ἔτσι, εἰς τὴν Ἀμερικὴν ὑπάρχουν δύο Ἑλληνες ποὺ παίζουν ἰδιαιτέρως σημαντικὸν ρόλον.	[8, 155, 380, 210]
grid-block-cell	[786, 955, 805, 974]
grid-cell	[651, 864, 670, 882]
cinemas-a-text: ΑΓΓΕΛΙΚΑ τηλ. 518-600: «Ποτὲ τὴν Κυριακή». ΑΕΛΛΩ: «Ἐπικίνδυνη ἀποστολή». ΑΘΗΝΑΙΟΝ τηλ. 832-600: «Ὁ γιὸς τοῦ Ζορρό». ΑΙΓΛΗ: «Τὸ κάστρο τοῦ Φυλάκα». ΑΛΚΑΖΑΡ: «Ἡ ἐπιστροφὴ». ΑΛΕΞ: «Ὁ ἄγνωστος». ΑΣΤΕΡΙΑ: «Ὁ ἐρχόμενος». ΑΤΤΙΚΟΝ: «Τὰ κανόνια τοῦ Ναβαρόνε». ΒΑΚΧΟΣ: «Ἔρως καὶ μίσος». ΒΑΛΚΑΝ: «Κακὴ ἀγάπη». ΓΑΛΑΞΙΑΣ: «Ἡ μεγάλη ἀπόδρασις». ΕΛΛΗ: «Ὁ τελευταῖος ἥρως». ΗΛΥΣΙΑ: «Φυγάδες». ΙΛΙΣΙΑ: «Ἡ ὥρα τῆς ἀλήθειας». ΚΟΣΜΟΠΟΛΙΣ: «Τὸ κρυφὸ χαρτί». ΜΑΡΓΑΡΙΤΑ: «Ὁ πειρατὴς». ΟΛΥΜΠΙΟΝ: «Χρυσὸς καὶ αἷμα». ΠΑΛΛΑΣ: «Τὸ ἄλμα». ΡΟΥΑ: «Οἱ ἀνύπαντροι». ΣΙΝΕ: «Μαῦρος ἄγγελος». ΤΡΙΑΝΟΝ: «Τὸ μυστικὸ τῆς λίμνης».	[980, 360, 1169, 532]
cinemas-c-text: ΑΒΕΡΩΦ τηλ. 831-331: «Ὁ γιὸς τοῦ Σπάρτακου». ΑΝΔΡΕΑ: «Τὸ κορίτσι μὲ τὰ μαῦρα». ΑΣΤΟΡΙΑ: «Οἱ ἀσυγκράτητοι». ΑΤΛΑΝΤΙΣ: «Ὁ λύκος τῶν θαλασσῶν».	[980, 1529, 1169, 1570]
spectacles-section: ΤΑ ΘΕΑΜΑΤΑ	[980, 226, 1169, 249]
imprint-line: Διευθυντὴς τυπογραφείου Γ. ΓΙΑΝΝΟΥΤΣΟΣ (Μ. Ἀλεξάνδρου 145)	[388, 128, 592, 149]
grid-cell	[670, 919, 689, 937]
accidents-paragraph: Ὅπως παρατηρεῖ ὁ ἐρευνητής, «τὸ ἀτύχημα δὲν εἶναι τυχαῖον γεγονός. Εἶναι τὸ ἀποτέλεσμα μιᾶς σειρᾶς παραγόντων, μεταξὺ τῶν ὁποίων ἡ ψυχικὴ κατάστασις τοῦ ἀτόμου κατέχει σπουδαίαν θέσιν».	[791, 415, 974, 481]
imprint	[388, 43, 592, 278]
arts-paragraph: Ἐγκαινιάσθη χθὲς ἡ ἔκθεσις τῆς ζωγράφου κ. Βασιλικῆς Γερασίμου εἰς τὴν αἴθουσαν «Τέχνη».	[1360, 182, 1535, 216]
arts-subhead: Τοῦ Σ.Α.ΚΕΛ.	[1408, 411, 1488, 424]
imprint-line: ΧΕΙΡΟΓΡΑΦΑ ἀποστελλόμενα εἰς τὴν «Μακεδονίαν», δημοσιευόμενα ἢ μή, δὲν ἐπιστρέφονται.	[404, 245, 576, 277]
pharmacies-night-label: ΔΙΑΝΥΚΤΕΡΕΥΟΝΤΑ	[439, 892, 540, 902]
novel-text: —Προχωρήστε εἶπε. Ὁμως αὐτὸ μπορεῖ νὰ ἀρχίσει ὅ,τι θέλει. Ἡ νύχτα ἦταν σκοτεινὴ καὶ ἡ λίμνη ἁπλωνόταν μπροστά τους σὰν ἕνας καθρέφτης. Κανεὶς δὲν μίλησε γιὰ λίγο. Ὁ Τζὼν κοίταξε τὸν σύντροφό του καὶ χαμογέλασε. —Τί λές; ρώτησε. —Νομίζω πὼς πρέπει νὰ περιμένουμε. Ἡ ἀλήθεια θὰ φανεῖ σύντομα. Πέρασαν ἀρκετὰ λεπτὰ χωρὶς νὰ ἀκουστεῖ τίποτα. Ὕστερα, ἕνας ἦχος ἀκούστηκε ἀπὸ τὴν ἄλλη πλευρὰ τῆς λίμνης. —Εἶναι ἐκεῖ! φώναξε ὁ Τζών. Σηκώθηκαν καὶ οἱ δύο καὶ προχώρησαν πρὸς τὴν ὄχθη. Τὸ νερὸ ἦταν ἤρεμο, ἀλλὰ κάτι κινιόταν μέσα του. Ἡ καρδιά τους χτυποῦσε δυνατά. —Περίμενε, εἶπε ὁ ἄλλος. Δὲν ξέρουμε τί εἶναι. Ὁ Τζὼν δὲν ἄκουσε. Προχώρησε μέσα στὸ νερὸ καὶ ἔσκυψε. Ὅταν σηκώθηκε, κρατοῦσε στὰ χέρια του ἕνα μικρὸ κουτί, σκουριασμένο ἀπὸ τὸν χρόνο. —Αὐτὸ εἶναι τὸ μυστικό, ψιθύρισε. Ἄνοιξαν τὸ κουτὶ μὲ προσοχή. Μέσα βρῆκαν ἕνα γράμμα, γραμμένο μὲ τρεμάμενο χέρι. Τὸ διάβασαν κάτω ἀπὸ τὸ φῶς τοῦ φεγγαριοῦ. Ἡ ἱστορία ποὺ ἀποκάλυπτε ἦταν πιὸ τρομερὴ ἀπ' ὅ,τι φαντάζονταν. —Πρέπει νὰ πᾶμε στὴν ἀστυνομία, εἶπε ὁ Τζών. Ἀλλὰ ὁ σύντροφός του κούνησε τὸ κεφάλι. —Ὄχι ἀκόμα. Πρῶτα πρέπει νὰ βεβαιωθοῦμε. Ἀλλιῶς κανεὶς δὲν θὰ μᾶς πιστέψει. Ἔμειναν σιωπηλοὶ γιὰ πολλὴ ὥρα, κοιτάζοντας τὰ νερά. Τὸ πρωὶ θὰ ἔφερνε νέες ἀπαντήσεις — ἢ νέα ἐρωτήματα.	[8, 2062, 974, 2149]
separator-stars: * * *	[164, 213, 224, 225]
date-month: ΙΟΥΝΙΟΥ	[1037, 143, 1111, 162]
poetry-author: Γ. ΒΟΥΛΓΑΡΑΚΗΣ	[500, 440, 582, 450]
grid-cell	[689, 900, 709, 919]
column-rule	[1172, 95, 1173, 2303]
column-thessaloniki	[8, 7, 380, 1973]
problem-solution: Τὸ ὕψωμα ἦτο 124 μέτρα.	[432, 718, 548, 730]
arts-paragraph: Σήμερον ὁ κ. Διενὸς θὰ ὁμιλήση εἰς τὴν αἴθουσαν τοῦ «Ἑλληνικοῦ Ἰνστιτούτου».	[1360, 604, 1535, 637]
grid-cell	[651, 937, 670, 955]
problem-solution-label: Η ΛΥΣΙΣ ΤΟΥ ΧΘΕΣΙΝΟΥ	[430, 705, 550, 715]
thessaloniki-paragraph-3: ΜΕ ΜΕΓΑΛΗΝ καθυστέρησιν ἐδιάβασα τὸ βιβλίον τοῦ πρωτοπρεσβυτέρου Γεωργίου Λαμπρου, ἐκδοθὲν ὑπὸ τῆς Ἑταιρείας Μακεδονικῶν Σπουδῶν, ποὺ περιγράφει τὰ τῆς Ἐκκλησίας καὶ τῆς Παιδείας τῆς Θεσσαλονίκης κατὰ τὴν περίοδον τῆς Τουρκοκρατίας. Ἀπὸ τὸ βιβλίον αὐτὸ μανθάνομεν ὅτι ὑπῆρχον ἱερεῖς καὶ διδάσκαλοι, οἱ ὁποῖοι μὲ μεγάλην αὐταπάρνησιν ἐκράτησαν ζωντανὴν τὴν ἑλληνικὴν παράδοσιν εἰς τὴν πόλιν, ἀκόμη καὶ εἰς τὰς δυσκολωτέρας στιγμάς τῆς ἱστορίας της.	[8, 227, 380, 305]
grid-cell	[786, 937, 805, 955]
grid-cell	[709, 937, 728, 955]
grid-cell	[651, 919, 670, 937]
problem-text: Εἰς ἐργάτης ἐκτελεῖ ἕν ἔργον εἰς 12 ἡμέρας, ἕτερος εἰς 18 ἡμέρας. Ἐὰν ἐργασθοῦν ὁμοῦ, εἰς πόσας ἡμέρας θὰ ἐκτελέσουν τὸ ἔργον;	[388, 666, 592, 700]
grid-block-cell	[747, 937, 766, 955]
grid-cell	[632, 809, 651, 827]
date-weekday: ΣΑΒΒΑΤΟΝ	[1027, 100, 1121, 119]
excursions-body	[1176, 1168, 1535, 1291]
philosophy-title: Η ΣΥΝΕΙΔΗΣΙΣ	[444, 577, 535, 591]
arts-paragraph: Τὸ ἐθνικὸν θέατρον θὰ δώση τὰς παραστάσεις του εἰς τὸ θέατρον Δάσους, μὲ τὴν τραγωδίαν «Ἀντιγόνη» τοῦ Σοφοκλέους.	[1176, 362, 1351, 407]
